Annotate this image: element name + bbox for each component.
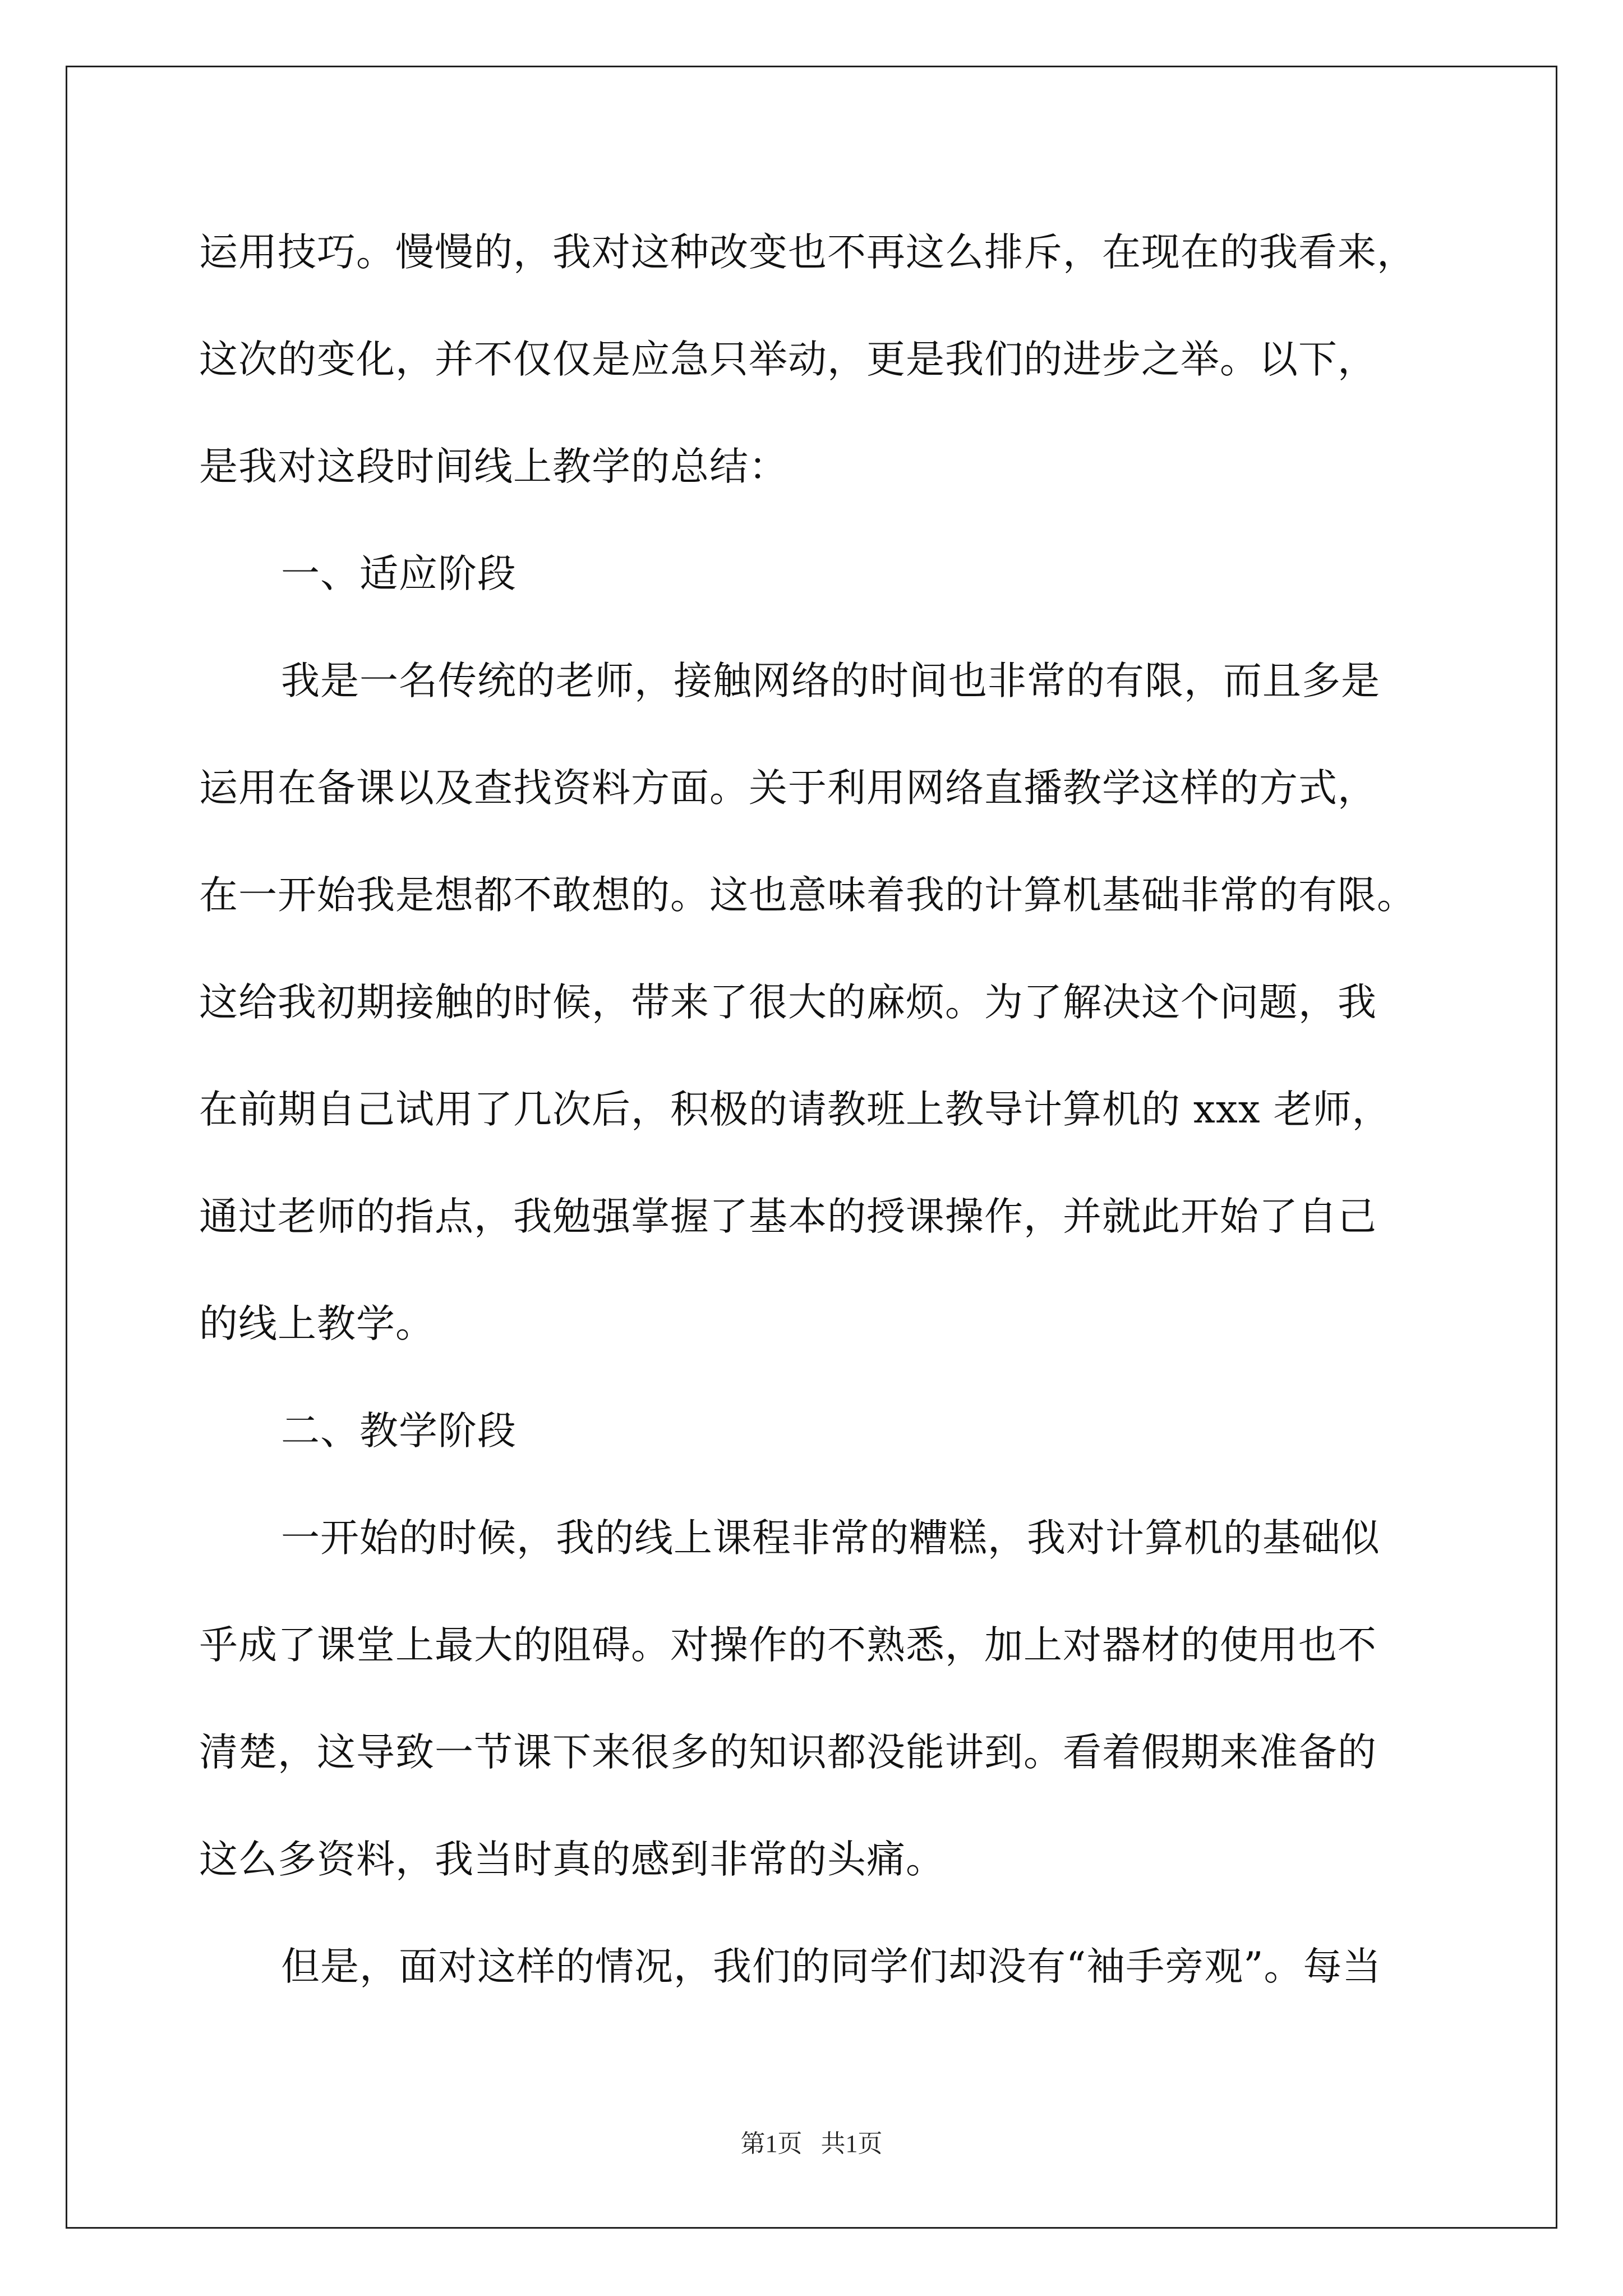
text-line: 的线上教学。 [199,1301,435,1346]
text-line: 我是一名传统的老师，接触网络的时间也非常的有限，而且多是 [281,659,1380,703]
text-line: 通过老师的指点，我勉强掌握了基本的授课操作，并就此开始了自己 [199,1194,1377,1239]
text-line: 乎成了课堂上最大的阻碍。对操作的不熟悉，加上对器材的使用也不 [199,1623,1377,1668]
text-line: 但是，面对这样的情况，我们的同学们却没有“袖手旁观”。每当 [281,1944,1382,1989]
text-line: 是我对这段时间线上教学的总结： [199,444,788,489]
text-line: 这次的变化，并不仅仅是应急只举动，更是我们的进步之举。以下， [199,337,1377,382]
text-line: 一开始的时候，我的线上课程非常的糟糕，我对计算机的基础似 [281,1516,1380,1561]
text-line: 在前期自己试用了几次后，积极的请教班上教导计算机的 xxx 老师， [199,1087,1391,1132]
text-line: 在一开始我是想都不敢想的。这也意味着我的计算机基础非常的有限。 [199,873,1416,918]
text-line: 运用在备课以及查找资料方面。关于利用网络直播教学这样的方式， [199,766,1377,811]
page-number-footer: 第1页 共1页 [740,2130,883,2157]
text-line: 这给我初期接触的时候，带来了很大的麻烦。为了解决这个问题，我 [199,980,1377,1025]
text-line: 清楚，这导致一节课下来很多的知识都没能讲到。看着假期来准备的 [199,1730,1377,1775]
text-line: 运用技巧。慢慢的，我对这种改变也不再这么排斥，在现在的我看来， [199,230,1416,275]
section-heading: 一、适应阶段 [281,551,517,596]
text-line: 这么多资料，我当时真的感到非常的头痛。 [199,1837,945,1882]
section-heading: 二、教学阶段 [281,1409,517,1453]
